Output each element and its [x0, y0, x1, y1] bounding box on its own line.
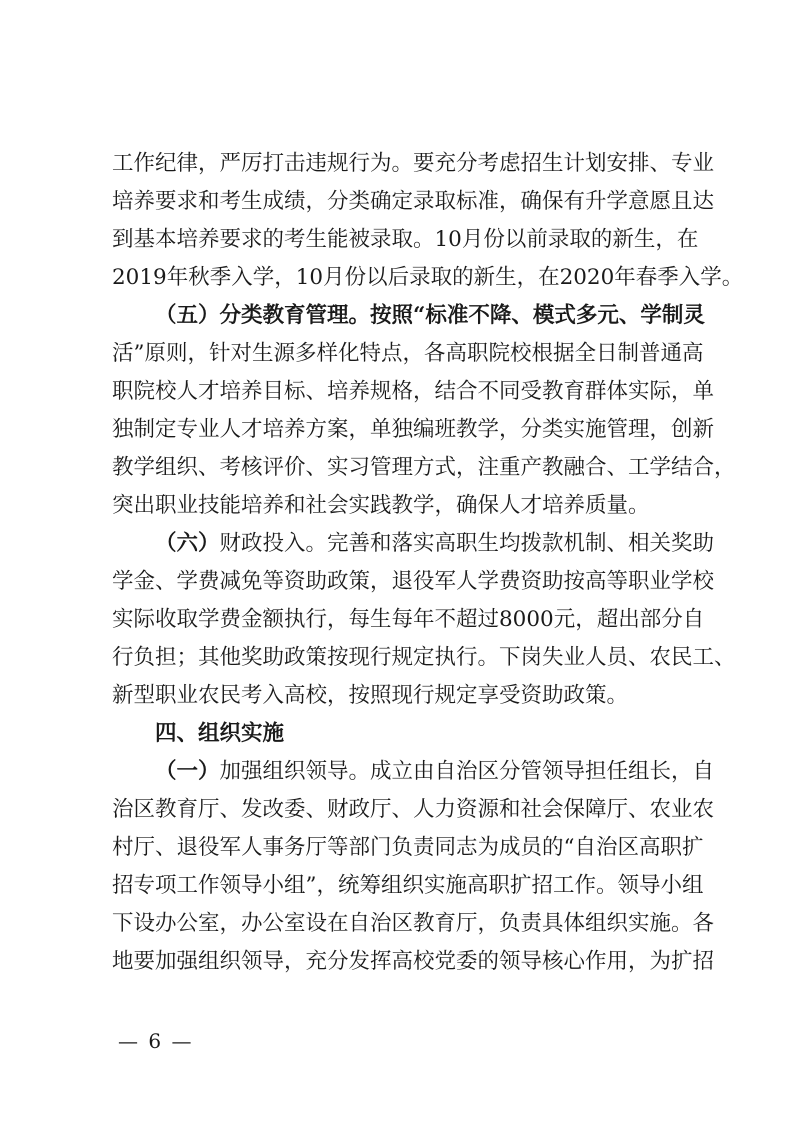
body-text-line: 活”原则，针对生源多样化特点，各高职院校根据全日制普通高	[112, 341, 704, 366]
body-text-line: 村厅、退役军人事务厅等部门负责同志为成员的“自治区高职扩	[112, 835, 704, 860]
body-text-line: 招专项工作领导小组”，统筹组织实施高职扩招工作。领导小组	[112, 873, 704, 898]
body-text-line: 学金、学费减免等资助政策，退役军人学费资助按高等职业学校	[112, 569, 715, 594]
section-six-prefix: （六）	[155, 531, 220, 556]
body-text-line: 突出职业技能培养和社会实践教学，确保人才培养质量。	[112, 493, 650, 518]
body-text-line: 地要加强组织领导，充分发挥高校党委的领导核心作用，为扩招	[112, 949, 715, 974]
body-text-line: 2019年秋季入学，10月份以后录取的新生，在2020年春季入学。	[112, 265, 744, 290]
paragraph-five-first-line	[155, 297, 705, 335]
section-five-prefix: （五）	[155, 303, 220, 328]
body-text-line: 教学组织、考核评价、实习管理方式，注重产教融合、工学结合，	[112, 455, 736, 480]
body-text-line: 实际收取学费金额执行，每生每年不超过8000元，超出部分自	[112, 607, 705, 632]
body-text-line: 培养要求和考生成绩，分类确定录取标准，确保有升学意愿且达	[112, 189, 715, 214]
body-text-line: 工作纪律，严厉打击违规行为。要充分考虑招生计划安排、专业	[112, 151, 715, 176]
body-text-line: 职院校人才培养目标、培养规格，结合不同受教育群体实际，单	[112, 379, 715, 404]
section-heading-four: 四、组织实施	[155, 721, 285, 746]
paragraph-one-first-line	[155, 753, 715, 791]
section-five-text: 分类教育管理。按照“标准不降、模式多元、学制灵	[219, 303, 705, 328]
body-text-line: 独制定专业人才培养方案，单独编班教学，分类实施管理，创新	[112, 417, 715, 442]
page-number: — 6 —	[118, 1029, 194, 1053]
body-text-line: 新型职业农民考入高校，按照现行规定享受资助政策。	[112, 683, 629, 708]
paragraph-six-first-line	[155, 525, 715, 563]
body-text-line: 治区教育厅、发改委、财政厅、人力资源和社会保障厅、农业农	[112, 797, 715, 822]
section-six-text: 财政投入。完善和落实高职生均拨款机制、相关奖助	[219, 531, 715, 556]
body-text-line: 下设办公室，办公室设在自治区教育厅，负责具体组织实施。各	[112, 911, 715, 936]
section-one-text: 加强组织领导。成立由自治区分管领导担任组长，自	[219, 759, 715, 784]
section-one-prefix: （一）	[155, 759, 220, 784]
body-text-line: 行负担；其他奖助政策按现行规定执行。下岗失业人员、农民工、	[112, 645, 736, 670]
body-text-line: 到基本培养要求的考生能被录取。10月份以前录取的新生，在	[112, 227, 699, 252]
